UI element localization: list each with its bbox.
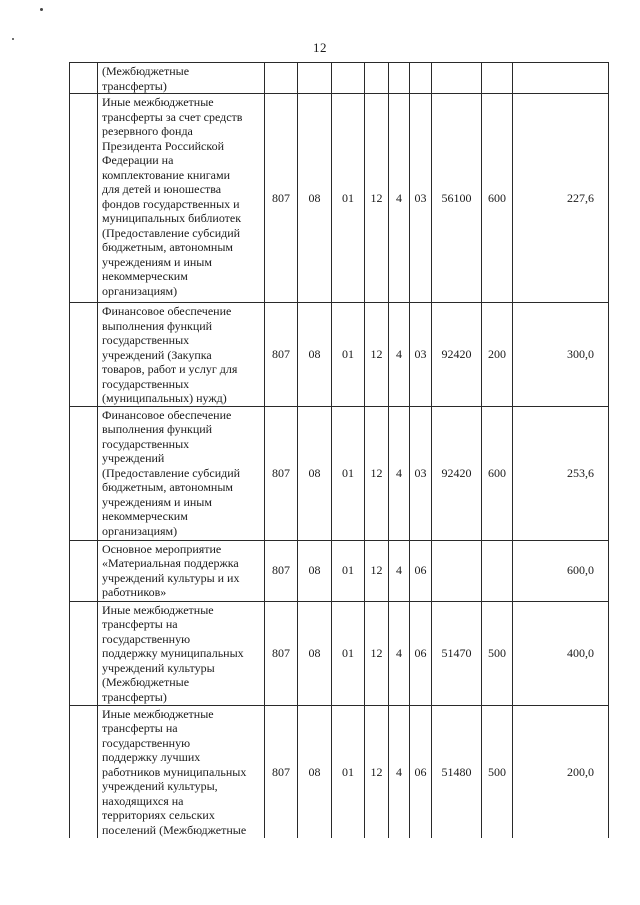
event-code-cell xyxy=(410,63,432,94)
section-code-cell xyxy=(298,63,332,94)
subprogram-code-cell: 4 xyxy=(389,705,410,838)
direction-code-cell: 56100 xyxy=(432,94,482,303)
subprogram-code-cell: 4 xyxy=(389,540,410,601)
ministry-code-cell: 807 xyxy=(265,94,298,303)
budget-table xyxy=(69,62,609,838)
section-code-cell: 08 xyxy=(298,705,332,838)
description-cell: Финансовое обеспечение выполнения функций государственных учреждений (Закупка товаров, работ и услуг для государственных (муниципальных) нужд) xyxy=(98,303,265,407)
ministry-code-cell xyxy=(265,63,298,94)
index-cell xyxy=(70,601,98,705)
description-cell: Иные межбюджетные трансферты на государственную поддержку муниципальных учреждений культуры (Межбюджетные трансферты) xyxy=(98,601,265,705)
event-code-cell: 06 xyxy=(410,540,432,601)
program-code-cell xyxy=(365,63,389,94)
amount-cell: 600,0 xyxy=(513,540,609,601)
expense-type-cell: 500 xyxy=(482,601,513,705)
subprogram-code-cell: 4 xyxy=(389,303,410,407)
table-row xyxy=(70,601,609,705)
event-code-cell: 03 xyxy=(410,406,432,540)
index-cell xyxy=(70,705,98,838)
section-code-cell: 08 xyxy=(298,406,332,540)
description-cell: (Межбюджетные трансферты) xyxy=(98,63,265,94)
subsection-code-cell: 01 xyxy=(332,540,365,601)
section-code-cell: 08 xyxy=(298,303,332,407)
description-cell: Основное мероприятие «Материальная поддержка учреждений культуры и их работников» xyxy=(98,540,265,601)
description-cell: Иные межбюджетные трансферты на государственную поддержку лучших работников муниципальных учреждений культуры, находящихся на территориях сельских поселений (Межбюджетные xyxy=(98,705,265,838)
event-code-cell: 06 xyxy=(410,601,432,705)
page-number: 12 xyxy=(313,40,327,55)
direction-code-cell: 51480 xyxy=(432,705,482,838)
program-code-cell: 12 xyxy=(365,94,389,303)
subsection-code-cell: 01 xyxy=(332,303,365,407)
amount-cell xyxy=(513,63,609,94)
program-code-cell: 12 xyxy=(365,303,389,407)
scan-speck xyxy=(40,8,43,11)
table-row xyxy=(70,63,609,94)
subsection-code-cell: 01 xyxy=(332,601,365,705)
table-row xyxy=(70,94,609,303)
section-code-cell: 08 xyxy=(298,601,332,705)
index-cell xyxy=(70,63,98,94)
section-code-cell: 08 xyxy=(298,540,332,601)
amount-cell: 400,0 xyxy=(513,601,609,705)
index-cell xyxy=(70,540,98,601)
index-cell xyxy=(70,94,98,303)
amount-cell: 300,0 xyxy=(513,303,609,407)
description-cell: Иные межбюджетные трансферты за счет средств резервного фонда Президента Российской Федерации на комплектование книгами для детей и юношества фондов государственных и муниципальных библиотек (Предоставление субсидий бюджетным, автономным учреждениям и иным некоммерческим организациям) xyxy=(98,94,265,303)
direction-code-cell: 92420 xyxy=(432,406,482,540)
scan-speck xyxy=(12,38,14,40)
ministry-code-cell: 807 xyxy=(265,406,298,540)
table-row xyxy=(70,406,609,540)
amount-cell: 253,6 xyxy=(513,406,609,540)
direction-code-cell xyxy=(432,63,482,94)
subsection-code-cell: 01 xyxy=(332,94,365,303)
subprogram-code-cell: 4 xyxy=(389,601,410,705)
ministry-code-cell: 807 xyxy=(265,601,298,705)
event-code-cell: 06 xyxy=(410,705,432,838)
expense-type-cell xyxy=(482,63,513,94)
program-code-cell: 12 xyxy=(365,540,389,601)
direction-code-cell: 51470 xyxy=(432,601,482,705)
event-code-cell: 03 xyxy=(410,303,432,407)
expense-type-cell: 600 xyxy=(482,406,513,540)
section-code-cell: 08 xyxy=(298,94,332,303)
program-code-cell: 12 xyxy=(365,601,389,705)
amount-cell: 200,0 xyxy=(513,705,609,838)
amount-cell: 227,6 xyxy=(513,94,609,303)
expense-type-cell: 200 xyxy=(482,303,513,407)
direction-code-cell: 92420 xyxy=(432,303,482,407)
table-row xyxy=(70,540,609,601)
subprogram-code-cell: 4 xyxy=(389,406,410,540)
expense-type-cell: 500 xyxy=(482,705,513,838)
ministry-code-cell: 807 xyxy=(265,540,298,601)
expense-type-cell: 600 xyxy=(482,94,513,303)
expense-type-cell xyxy=(482,540,513,601)
event-code-cell: 03 xyxy=(410,94,432,303)
subsection-code-cell: 01 xyxy=(332,705,365,838)
subprogram-code-cell: 4 xyxy=(389,94,410,303)
subprogram-code-cell xyxy=(389,63,410,94)
description-cell: Финансовое обеспечение выполнения функций государственных учреждений (Предоставление субсидий бюджетным, автономным учреждениям и иным некоммерческим организациям) xyxy=(98,406,265,540)
index-cell xyxy=(70,406,98,540)
direction-code-cell xyxy=(432,540,482,601)
program-code-cell: 12 xyxy=(365,406,389,540)
program-code-cell: 12 xyxy=(365,705,389,838)
ministry-code-cell: 807 xyxy=(265,705,298,838)
ministry-code-cell: 807 xyxy=(265,303,298,407)
subsection-code-cell xyxy=(332,63,365,94)
table-row xyxy=(70,303,609,407)
subsection-code-cell: 01 xyxy=(332,406,365,540)
index-cell xyxy=(70,303,98,407)
table-row xyxy=(70,705,609,838)
